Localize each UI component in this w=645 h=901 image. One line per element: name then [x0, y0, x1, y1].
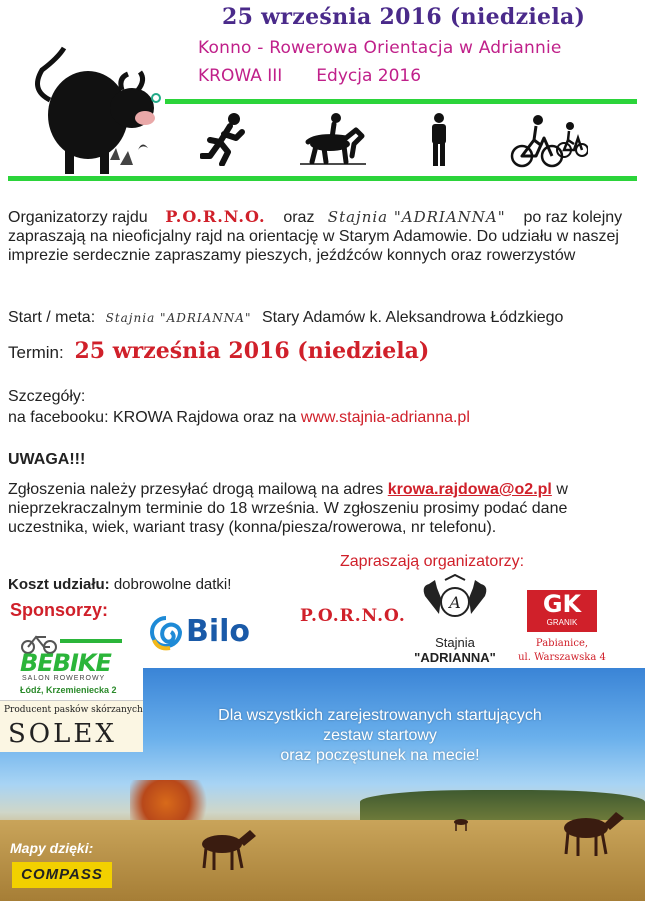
field-ground [0, 820, 645, 901]
event-edition [198, 66, 455, 86]
solex-logo [0, 700, 143, 752]
maps-label: Mapy dzięki: [10, 840, 94, 856]
runner-icon [200, 112, 252, 166]
cow-icon [10, 30, 170, 180]
granik-address-2: ul. Warszawska 4 [518, 652, 606, 663]
cost-value: dobrowolne datki! [113, 576, 232, 593]
promo-line-3: oraz poczęstunek na mecie! [280, 747, 480, 764]
intro-text-1: Organizatorzy rajdu [8, 209, 148, 226]
solex-name: SOLEX [8, 719, 117, 749]
green-divider-top [165, 99, 637, 104]
horse-rider-icon [298, 112, 368, 166]
horses-crest-icon [415, 574, 495, 630]
granik-logo [527, 590, 597, 632]
solex-tagline: Producent pasków skórzanych [4, 705, 143, 715]
horse-icon [552, 808, 630, 858]
horse-icon [192, 826, 262, 872]
stajnia-logo-quote: "ADRIANNA" [414, 650, 496, 665]
email-link[interactable]: krowa.rajdowa@o2.pl [387, 481, 552, 498]
porno-brand: P.O.R.N.O. [165, 207, 266, 226]
stajnia-adrianna-logo [410, 574, 500, 665]
sponsors-heading: Sponsorzy: [10, 600, 109, 620]
start-meta-line [8, 309, 563, 327]
cyclists-icon [508, 114, 588, 168]
start-label: Start / meta: [8, 309, 96, 326]
granik-logo-mark: GK [542, 590, 582, 618]
granik-address [512, 637, 612, 665]
bebike-address: Łódź, Krzemieniecka 2 [20, 685, 117, 695]
event-subtitle: Konno - Rowerowa Orientacja w Adriannie [198, 38, 562, 58]
uwaga-heading: UWAGA!!! [8, 451, 86, 468]
termin-date: 25 września 2016 (niedziela) [74, 338, 430, 364]
bebike-green-bar [60, 639, 122, 643]
promo-line-1: Dla wszystkich zarejestrowanych startujących [218, 707, 542, 724]
bilo-logo [148, 612, 263, 654]
details-prefix: na facebooku: KROWA Rajdowa oraz na [8, 409, 297, 426]
edition-name: KROWA III [198, 66, 283, 86]
termin-line [8, 338, 429, 364]
bebike-logo [0, 631, 143, 700]
details-line [8, 407, 470, 428]
website-link[interactable]: www.stajnia-adrianna.pl [300, 409, 470, 426]
cost-line [8, 576, 231, 593]
registration-text [8, 480, 638, 537]
stajnia-logo-name: Stajnia [435, 635, 475, 650]
intro-text-3: po raz kolejny zapraszają na nieoficjalny rajd na orientację w Starym Adamowie. Do udziału w naszej imprezie serdecznie zapraszamy pieszych, jeźdźców konnych oraz rowerzystów [8, 209, 623, 264]
bilo-text: Bilo [186, 614, 251, 649]
stajnia-brand: Stajnia "ADRIANNA" [327, 208, 506, 226]
granik-address-1: Pabianice, [535, 638, 589, 649]
organizers-heading: Zapraszają organizatorzy: [340, 553, 525, 570]
cost-label: Koszt udziału: [8, 576, 110, 593]
promo-line-2: zestaw startowy [323, 727, 437, 744]
termin-label: Termin: [8, 343, 64, 362]
start-stajnia: Stajnia "ADRIANNA" [105, 311, 252, 325]
porno-organizer-logo: P.O.R.N.O. [300, 606, 406, 626]
registration-text-2: w nieprzekraczalnym terminie do 18 września. W zgłoszeniu prosimy podać dane uczestnika, wiek, wariant trasy (konna/piesza/rowerowa, nr telefonu). [8, 481, 568, 536]
green-divider-bottom [8, 176, 637, 181]
intro-paragraph [8, 207, 638, 265]
details-heading: Szczegóły: [8, 388, 86, 405]
bilo-swirl-icon [148, 614, 184, 652]
start-location: Stary Adamów k. Aleksandrowa Łódzkiego [261, 309, 564, 326]
svg-text:A: A [449, 593, 461, 612]
bebike-sub: SALON ROWEROWY [22, 675, 106, 682]
granik-logo-name: GRANIK [546, 618, 578, 627]
intro-text-2: oraz [283, 209, 315, 226]
registration-text-1: Zgłoszenia należy przesyłać drogą mailową na adres [8, 481, 384, 498]
promo-text [150, 706, 610, 766]
bebike-name: BEBIKE [20, 649, 111, 677]
horse-icon [452, 816, 472, 832]
edition-year: Edycja 2016 [316, 66, 422, 86]
hiker-icon [424, 112, 454, 168]
details-section [8, 386, 470, 428]
event-date-title: 25 września 2016 (niedziela) [222, 4, 586, 30]
compass-logo: COMPASS [12, 862, 112, 888]
